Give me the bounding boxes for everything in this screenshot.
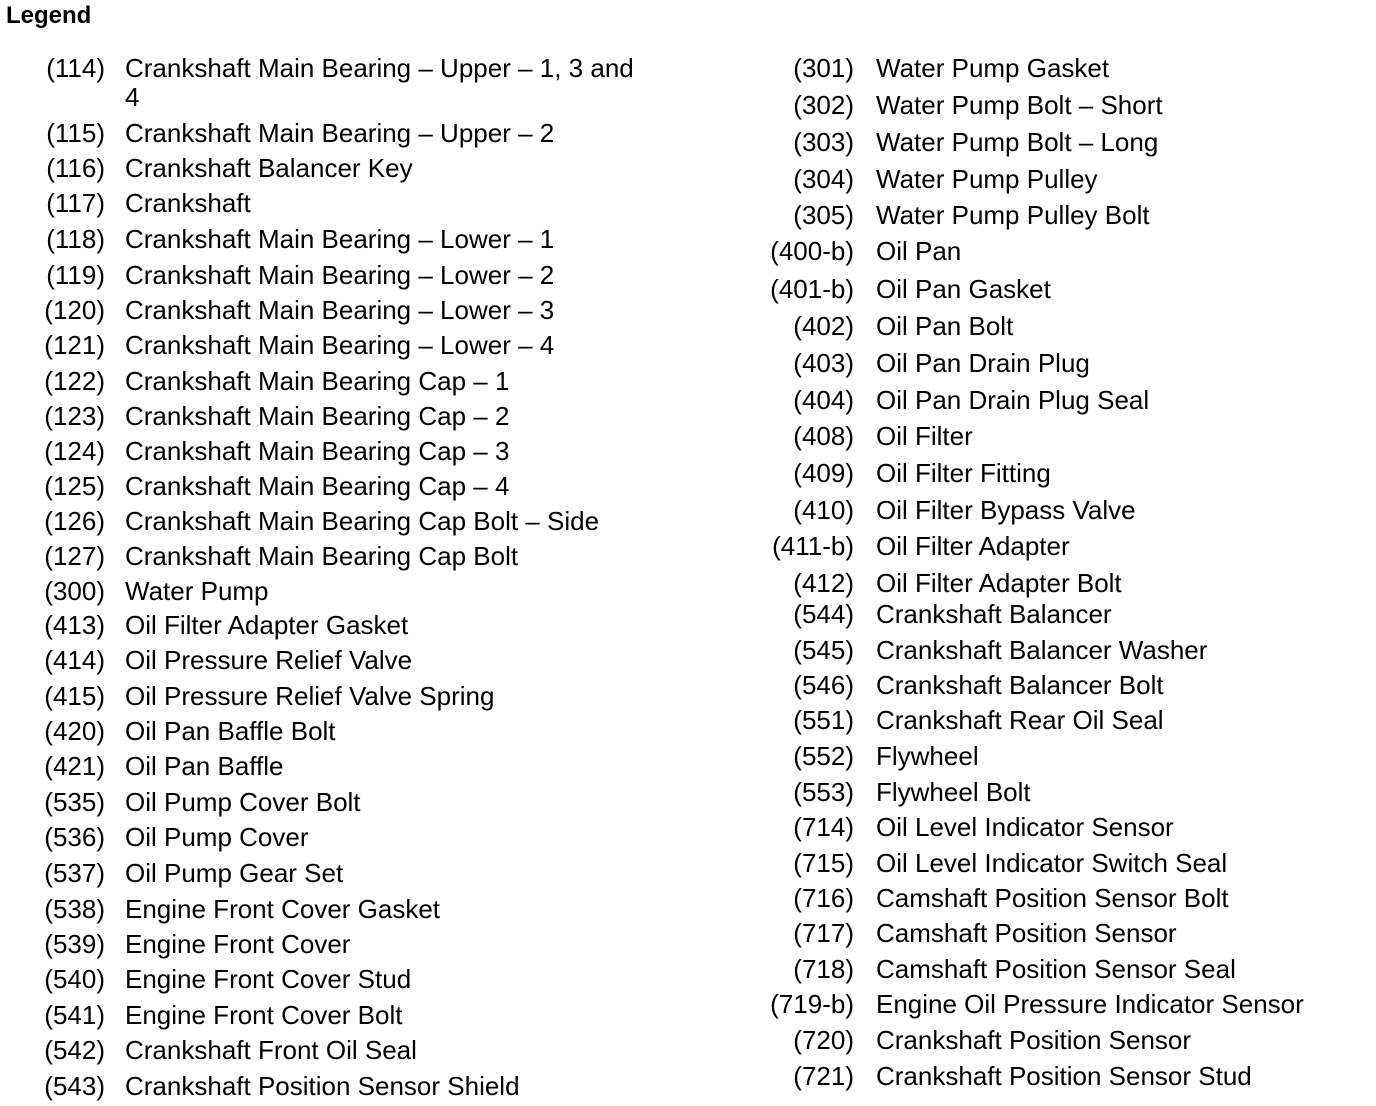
legend-item-label: Oil Filter Fitting [876, 458, 1051, 488]
legend-item-number: (118) [46, 224, 105, 254]
legend-item-label: Camshaft Position Sensor Seal [876, 954, 1236, 984]
legend-item-number: (413) [44, 610, 105, 640]
legend-item-number: (542) [44, 1035, 105, 1065]
legend-item-number: (412) [793, 568, 854, 598]
legend-item-label: Crankshaft Main Bearing Cap – 2 [125, 401, 510, 431]
legend-item [0, 507, 645, 536]
legend-item-label: Water Pump Pulley [876, 164, 1098, 194]
legend-item-label: Engine Front Cover Stud [125, 964, 412, 994]
legend-item-number: (301) [793, 53, 854, 83]
legend-item-label: Engine Front Cover [125, 929, 351, 959]
legend-item-number: (714) [793, 812, 854, 842]
legend-item [740, 91, 1163, 120]
legend-item [740, 849, 1227, 878]
legend-item-label: Oil Filter [876, 421, 973, 451]
legend-item-label: Oil Pan Bolt [876, 311, 1014, 341]
legend-item-label: Oil Filter Adapter Bolt [876, 568, 1122, 598]
legend-item [0, 154, 645, 183]
legend-item-number: (538) [44, 894, 105, 924]
legend-item [0, 189, 645, 218]
legend-item-label: Engine Front Cover Bolt [125, 1000, 403, 1030]
legend-item-label: Oil Pan Baffle Bolt [125, 716, 336, 746]
legend-item-number: (414) [44, 645, 105, 675]
legend-item-label: Crankshaft Balancer Key [125, 153, 413, 183]
legend-item-label: Crankshaft Main Bearing Cap – 4 [125, 471, 510, 501]
legend-item-label: Oil Filter Bypass Valve [876, 495, 1136, 525]
legend-item-label: Crankshaft Position Sensor Shield [125, 1071, 520, 1101]
legend-item-number: (403) [793, 348, 854, 378]
legend-item [740, 54, 1109, 83]
legend-item-label: Crankshaft Position Sensor Stud [876, 1061, 1252, 1091]
legend-item-number: (303) [793, 127, 854, 157]
legend-item-number: (720) [793, 1025, 854, 1055]
legend-item-number: (122) [44, 366, 105, 396]
legend-item [740, 349, 1090, 378]
legend-item-number: (115) [46, 118, 105, 148]
legend-item [0, 895, 645, 924]
legend-item [740, 1026, 1191, 1055]
legend-title: Legend [6, 2, 92, 29]
legend-item-label: Crankshaft Main Bearing – Upper – 1, 3 and 4 [125, 53, 634, 112]
legend-item-label: Water Pump Pulley Bolt [876, 200, 1150, 230]
legend-item-label: Crankshaft Balancer Washer [876, 635, 1208, 665]
legend-item [740, 312, 1013, 341]
legend-item [740, 955, 1236, 984]
legend-item-number: (410) [793, 495, 854, 525]
legend-item-label: Engine Oil Pressure Indicator Sensor [876, 989, 1304, 1019]
legend-item-number: (540) [44, 964, 105, 994]
legend-item [740, 600, 1112, 629]
legend-item-label: Water Pump Gasket [876, 53, 1110, 83]
legend-item-label: Crankshaft Main Bearing – Lower – 2 [125, 260, 555, 290]
legend-item-label: Water Pump Bolt – Short [876, 90, 1163, 120]
legend-item-number: (124) [44, 436, 105, 466]
legend-item-number: (300) [44, 576, 105, 606]
legend-item [0, 823, 645, 852]
legend-item [0, 472, 645, 501]
legend-item-number: (545) [793, 635, 854, 665]
legend-item-number: (421) [44, 751, 105, 781]
legend-item-label: Oil Pressure Relief Valve [125, 645, 413, 675]
legend-item [740, 237, 961, 266]
legend-item-number: (116) [46, 153, 105, 183]
legend-item-number: (126) [44, 506, 105, 536]
legend-item-number: (537) [44, 858, 105, 888]
legend-item-label: Water Pump [125, 576, 269, 606]
legend-item-label: Oil Pan Gasket [876, 274, 1051, 304]
legend-item-number: (127) [44, 541, 105, 571]
legend-item-number: (411-b) [772, 531, 854, 561]
legend-item-label: Oil Pan [876, 236, 962, 266]
legend-item-label: Crankshaft Balancer [876, 599, 1112, 629]
legend-item [740, 386, 1149, 415]
legend-item-label: Oil Filter Adapter [876, 531, 1070, 561]
legend-item-number: (401-b) [770, 274, 854, 304]
legend-item [0, 788, 645, 817]
legend-item-label: Crankshaft Main Bearing – Lower – 1 [125, 224, 555, 254]
legend-item-number: (718) [793, 954, 854, 984]
legend-item [0, 646, 645, 675]
legend-item-label: Flywheel Bolt [876, 777, 1031, 807]
legend-item-label: Flywheel [876, 741, 979, 771]
legend-item [740, 275, 1051, 304]
legend-item-label: Engine Front Cover Gasket [125, 894, 441, 924]
legend-item-label: Crankshaft Main Bearing – Lower – 3 [125, 295, 555, 325]
legend-item-label: Crankshaft Main Bearing – Lower – 4 [125, 330, 555, 360]
legend-item [740, 813, 1174, 842]
legend-item-number: (123) [44, 401, 105, 431]
legend-item [740, 201, 1150, 230]
legend-item-number: (536) [44, 822, 105, 852]
legend-item-number: (717) [793, 918, 854, 948]
legend-item [740, 532, 1070, 561]
legend-item [740, 496, 1136, 525]
legend-item [0, 930, 645, 959]
legend-item-number: (402) [793, 311, 854, 341]
legend-item-label: Oil Filter Adapter Gasket [125, 610, 409, 640]
legend-item-number: (544) [793, 599, 854, 629]
legend-item-label: Oil Level Indicator Switch Seal [876, 848, 1228, 878]
legend-item-number: (415) [44, 681, 105, 711]
legend-item-number: (543) [44, 1071, 105, 1101]
legend-item-number: (721) [793, 1061, 854, 1091]
legend-item [0, 542, 645, 571]
legend-item [740, 422, 973, 451]
legend-item [740, 569, 1122, 598]
legend-item [0, 965, 645, 994]
legend-item [0, 225, 645, 254]
legend-item [740, 128, 1158, 157]
legend-item-number: (719-b) [770, 989, 854, 1019]
legend-item-label: Crankshaft Main Bearing – Upper – 2 [125, 118, 555, 148]
legend-item-label: Crankshaft Balancer Bolt [876, 670, 1164, 700]
legend-item-label: Crankshaft Main Bearing Cap Bolt – Side [125, 506, 600, 536]
legend-item [0, 717, 645, 746]
legend-item-label: Oil Pump Gear Set [125, 858, 344, 888]
legend-item-label: Oil Pan Baffle [125, 751, 284, 781]
legend-item-label: Crankshaft Front Oil Seal [125, 1035, 417, 1065]
legend-item-number: (304) [793, 164, 854, 194]
legend-item-number: (114) [46, 53, 105, 83]
legend-item-number: (535) [44, 787, 105, 817]
legend-item-label: Oil Pressure Relief Valve Spring [125, 681, 495, 711]
legend-item [0, 261, 645, 290]
legend-item [740, 165, 1098, 194]
legend-item [0, 367, 645, 396]
legend-item [740, 1062, 1252, 1091]
legend-item-number: (409) [793, 458, 854, 488]
legend-item [740, 990, 1304, 1019]
legend-item [740, 706, 1164, 735]
legend-item [740, 884, 1229, 913]
legend-item [0, 296, 645, 325]
legend-item-label: Crankshaft Position Sensor [876, 1025, 1192, 1055]
legend-item-number: (541) [44, 1000, 105, 1030]
legend-item-number: (117) [46, 188, 105, 218]
legend-item-number: (302) [793, 90, 854, 120]
legend-item-number: (120) [44, 295, 105, 325]
legend-item [740, 459, 1051, 488]
legend-item [0, 331, 645, 360]
legend-item [0, 54, 645, 112]
legend-item-label: Oil Pan Drain Plug Seal [876, 385, 1150, 415]
legend-item-label: Crankshaft Main Bearing Cap Bolt [125, 541, 519, 571]
legend-item [0, 859, 645, 888]
legend-item-label: Crankshaft Main Bearing Cap – 1 [125, 366, 510, 396]
legend-item [0, 402, 645, 431]
legend-item-number: (553) [793, 777, 854, 807]
legend-item-number: (546) [793, 670, 854, 700]
legend-item-label: Crankshaft Main Bearing Cap – 3 [125, 436, 510, 466]
legend-item-number: (125) [44, 471, 105, 501]
legend-item-number: (404) [793, 385, 854, 415]
legend-item-number: (539) [44, 929, 105, 959]
legend-item-number: (716) [793, 883, 854, 913]
legend-item-number: (121) [44, 330, 105, 360]
legend-item-number: (551) [793, 705, 854, 735]
legend-item [0, 577, 645, 606]
legend-item-number: (715) [793, 848, 854, 878]
legend-item-number: (420) [44, 716, 105, 746]
legend-item-label: Oil Pan Drain Plug [876, 348, 1090, 378]
legend-item [0, 437, 645, 466]
legend-item-number: (400-b) [770, 236, 854, 266]
legend-item [740, 778, 1031, 807]
legend-item-label: Oil Level Indicator Sensor [876, 812, 1174, 842]
legend-item-label: Camshaft Position Sensor [876, 918, 1177, 948]
legend-item [0, 752, 645, 781]
legend-item-label: Oil Pump Cover [125, 822, 309, 852]
legend-item [0, 682, 645, 711]
legend-item [0, 1072, 645, 1101]
legend-item-number: (305) [793, 200, 854, 230]
legend-item [740, 919, 1177, 948]
legend-item [0, 611, 645, 640]
legend-item-number: (408) [793, 421, 854, 451]
legend-item [740, 671, 1164, 700]
legend-item-number: (552) [793, 741, 854, 771]
legend-item-label: Water Pump Bolt – Long [876, 127, 1159, 157]
legend-item [740, 742, 979, 771]
legend-item [740, 636, 1207, 665]
legend-item [0, 1036, 645, 1065]
legend-item [0, 1001, 645, 1030]
legend-item-label: Crankshaft Rear Oil Seal [876, 705, 1164, 735]
legend-item-label: Crankshaft [125, 188, 251, 218]
legend-item [0, 119, 645, 148]
legend-item-label: Oil Pump Cover Bolt [125, 787, 361, 817]
legend-item-label: Camshaft Position Sensor Bolt [876, 883, 1229, 913]
legend-item-number: (119) [46, 260, 105, 290]
